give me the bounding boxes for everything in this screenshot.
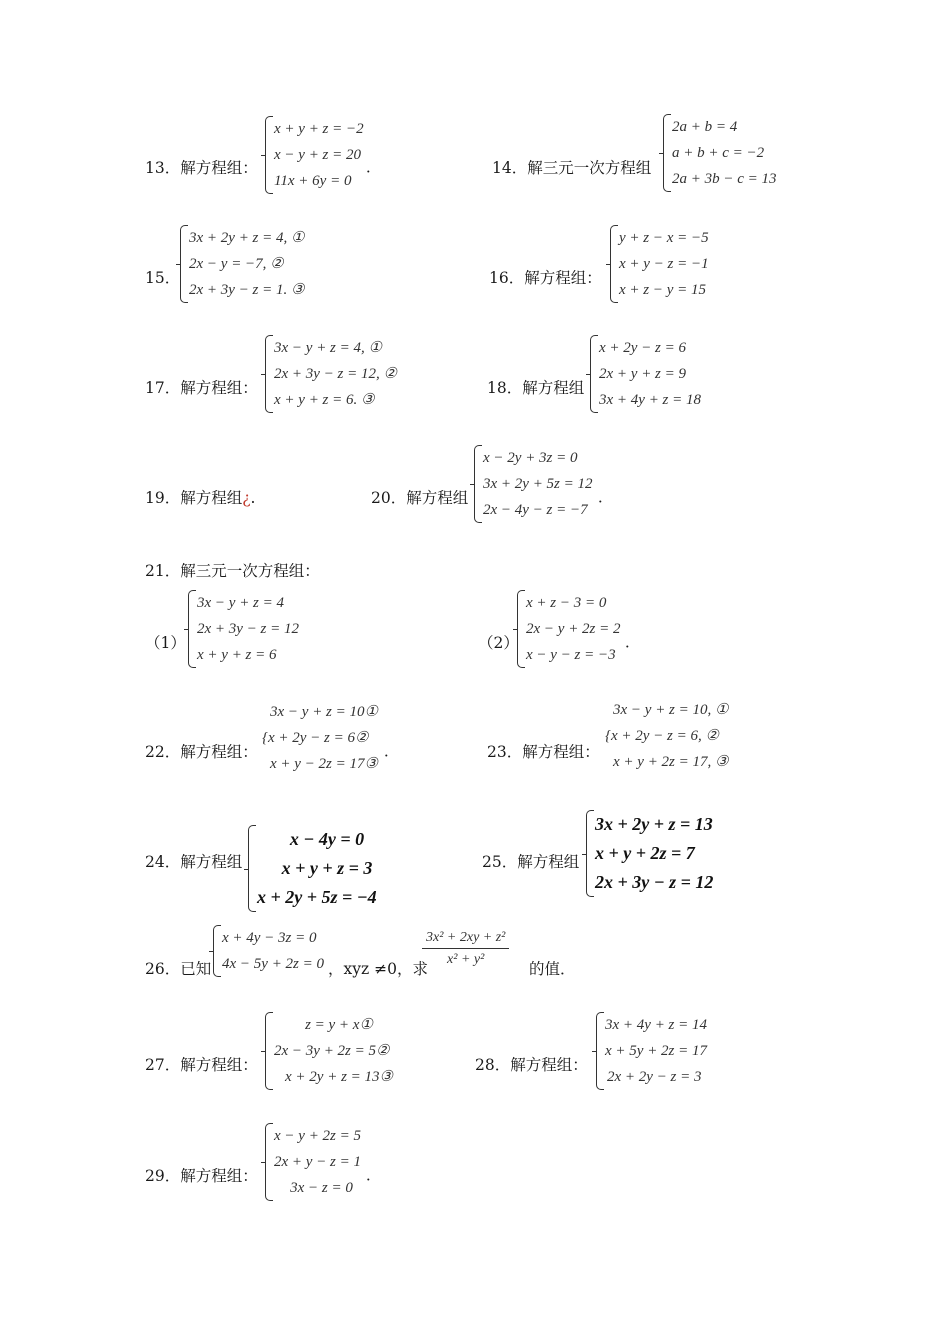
equation-row — [605, 723, 728, 749]
equation: 2x + 3y − z = 12 — [595, 872, 714, 892]
equation: 2x − 4y − z = −7 — [483, 502, 588, 518]
brace — [474, 445, 482, 523]
problem-17-label: 17．解方程组： — [145, 379, 258, 397]
equation: x − y − z = −3 — [526, 647, 616, 663]
equation: 3x + 2y + z = 4, ① — [189, 230, 305, 246]
problem-24-system — [248, 825, 388, 912]
problem-29-period: ． — [366, 1166, 382, 1184]
equation: 2a + b = 4 — [672, 119, 738, 135]
equation: 4x − 5y + 2z = 0 — [222, 956, 325, 972]
equation: a + b + c = −2 — [672, 145, 765, 161]
problem-24-label: 24．解方程组 — [145, 853, 243, 871]
equation: x + y + z = 6. ③ — [274, 392, 375, 408]
problem-22-system — [262, 699, 378, 777]
problem-25-system — [586, 810, 714, 897]
problem-14-label: 14．解三元一次方程组 — [492, 159, 652, 177]
problem-16-system — [610, 225, 709, 303]
equation: 3x − y + z = 4 — [197, 595, 285, 611]
problem-21-label: 21．解三元一次方程组： — [145, 562, 320, 580]
equation: y + z − x = −5 — [619, 230, 709, 246]
brace — [517, 590, 525, 668]
problem-26-fraction — [422, 930, 509, 968]
problem-22-period: ． — [384, 742, 400, 760]
equation: x + y + z = −2 — [274, 121, 364, 137]
problem-15-system — [180, 225, 305, 303]
problem-23-system — [605, 697, 728, 775]
equation: 3x − y + z = 4, ① — [274, 340, 382, 356]
brace — [188, 590, 196, 668]
equation: 2x + 3y − z = 12, ② — [274, 366, 397, 382]
problem-26-condition: ，xyz ≠0，求 — [328, 960, 428, 978]
equation: 2x + y + z = 9 — [599, 366, 687, 382]
equation: 2x + 3y − z = 12 — [197, 621, 300, 637]
problem-28-label: 28．解方程组： — [475, 1056, 588, 1074]
equation: x + 2y + z = 13③ — [285, 1069, 393, 1085]
problem-22-label: 22．解方程组： — [145, 743, 258, 761]
equation: 2x + y − z = 1 — [274, 1154, 362, 1170]
brace — [180, 225, 188, 303]
brace — [596, 1012, 604, 1090]
brace — [586, 810, 594, 897]
problem-21-part1-system — [188, 590, 300, 668]
equation: x + y − 2z = 17③ — [270, 756, 378, 772]
equation: x + y + z = 6 — [197, 647, 277, 663]
problem-19-label — [145, 486, 255, 508]
brace — [590, 335, 598, 413]
problem-13-label: 13．解方程组： — [145, 159, 258, 177]
equation: 11x + 6y = 0 — [274, 173, 352, 189]
equation: 2x + 3y − z = 1. ③ — [189, 282, 305, 298]
problem-27-system — [265, 1012, 395, 1090]
equation: x − y + z = 20 — [274, 147, 362, 163]
problem-20-system — [474, 445, 593, 523]
problem-26-ending: 的值． — [529, 960, 576, 978]
equation: 3x + 4y + z = 18 — [599, 392, 702, 408]
equation: x + y + z = 3 — [281, 858, 373, 878]
brace — [265, 1123, 273, 1201]
problem-20-label: 20．解方程组 — [371, 489, 469, 507]
equation: x + z − y = 15 — [619, 282, 707, 298]
problem-13-system — [265, 116, 364, 194]
equation: 2x − 3y + 2z = 5② — [274, 1043, 390, 1059]
problem-21-part2-label: （2） — [478, 634, 519, 652]
brace — [610, 225, 618, 303]
brace-glyph: { — [262, 730, 268, 746]
brace — [663, 114, 671, 192]
problem-28-system — [596, 1012, 708, 1090]
problem-21-part2-system — [517, 590, 621, 668]
problem-18-label: 18．解方程组 — [487, 379, 585, 397]
equation: x + z − 3 = 0 — [526, 595, 607, 611]
problem-25-label: 25．解方程组 — [482, 853, 580, 871]
problem-29-system — [265, 1123, 360, 1201]
equation: x − y + 2z = 5 — [274, 1128, 362, 1144]
equation: 2x − y + 2z = 2 — [526, 621, 621, 637]
problem-29-label: 29．解方程组： — [145, 1167, 258, 1185]
equation: x + y − z = −1 — [619, 256, 709, 272]
problem-16-label: 16．解方程组： — [489, 269, 602, 287]
problem-15-label: 15． — [145, 269, 181, 287]
problem-14-system — [663, 114, 777, 192]
equation: x + y + 2z = 17, ③ — [613, 754, 729, 770]
equation: x + 2y − z = 6 — [599, 340, 687, 356]
equation: 3x − y + z = 10① — [270, 704, 378, 720]
brace — [265, 1012, 273, 1090]
equation: 2a + 3b − c = 13 — [672, 171, 777, 187]
equation: x + 4y − 3z = 0 — [222, 930, 317, 946]
equation: x − 4y = 0 — [289, 829, 365, 849]
equation: 3x − z = 0 — [290, 1180, 353, 1196]
equation: x + 5y + 2z = 17 — [605, 1043, 708, 1059]
brace — [213, 925, 221, 977]
brace-glyph: { — [605, 728, 611, 744]
brace — [248, 825, 256, 912]
equation: 3x + 2y + z = 13 — [595, 814, 713, 834]
problem-18-system — [590, 335, 702, 413]
equation: 3x − y + z = 10, ① — [613, 702, 729, 718]
fraction-numerator: 3x² + 2xy + z² — [422, 930, 509, 949]
problem-21-period: ． — [625, 633, 641, 651]
equation: x + y + 2z = 7 — [595, 843, 695, 863]
equation-row — [262, 725, 378, 751]
problem-21-part1-label: （1） — [145, 634, 186, 652]
equation: 2x + 2y − z = 3 — [607, 1069, 702, 1085]
problem-19-glyph: ¿ — [242, 489, 251, 507]
equation: 2x − y = −7, ② — [189, 256, 284, 272]
equation: 3x + 4y + z = 14 — [605, 1017, 708, 1033]
equation: x + 2y − z = 6, ② — [611, 728, 719, 744]
problem-19-period: . — [250, 489, 256, 507]
problem-27-label: 27．解方程组： — [145, 1056, 258, 1074]
equation: z = y + x① — [305, 1017, 373, 1033]
brace — [265, 116, 273, 194]
equation: x + 2y − z = 6② — [268, 730, 369, 746]
problem-20-period: ． — [598, 488, 614, 506]
problem-26-label: 26．已知 — [145, 960, 212, 978]
problem-13-period: ． — [366, 158, 382, 176]
problem-26-system — [213, 925, 325, 977]
equation: 3x + 2y + 5z = 12 — [483, 476, 593, 492]
problem-19-text: 19．解方程组 — [145, 489, 243, 507]
equation: x + 2y + 5z = −4 — [257, 887, 377, 907]
brace — [265, 335, 273, 413]
fraction-denominator: x² + y² — [447, 952, 485, 967]
equation: x − 2y + 3z = 0 — [483, 450, 578, 466]
problem-17-system — [265, 335, 397, 413]
problem-23-label: 23．解方程组： — [487, 743, 600, 761]
